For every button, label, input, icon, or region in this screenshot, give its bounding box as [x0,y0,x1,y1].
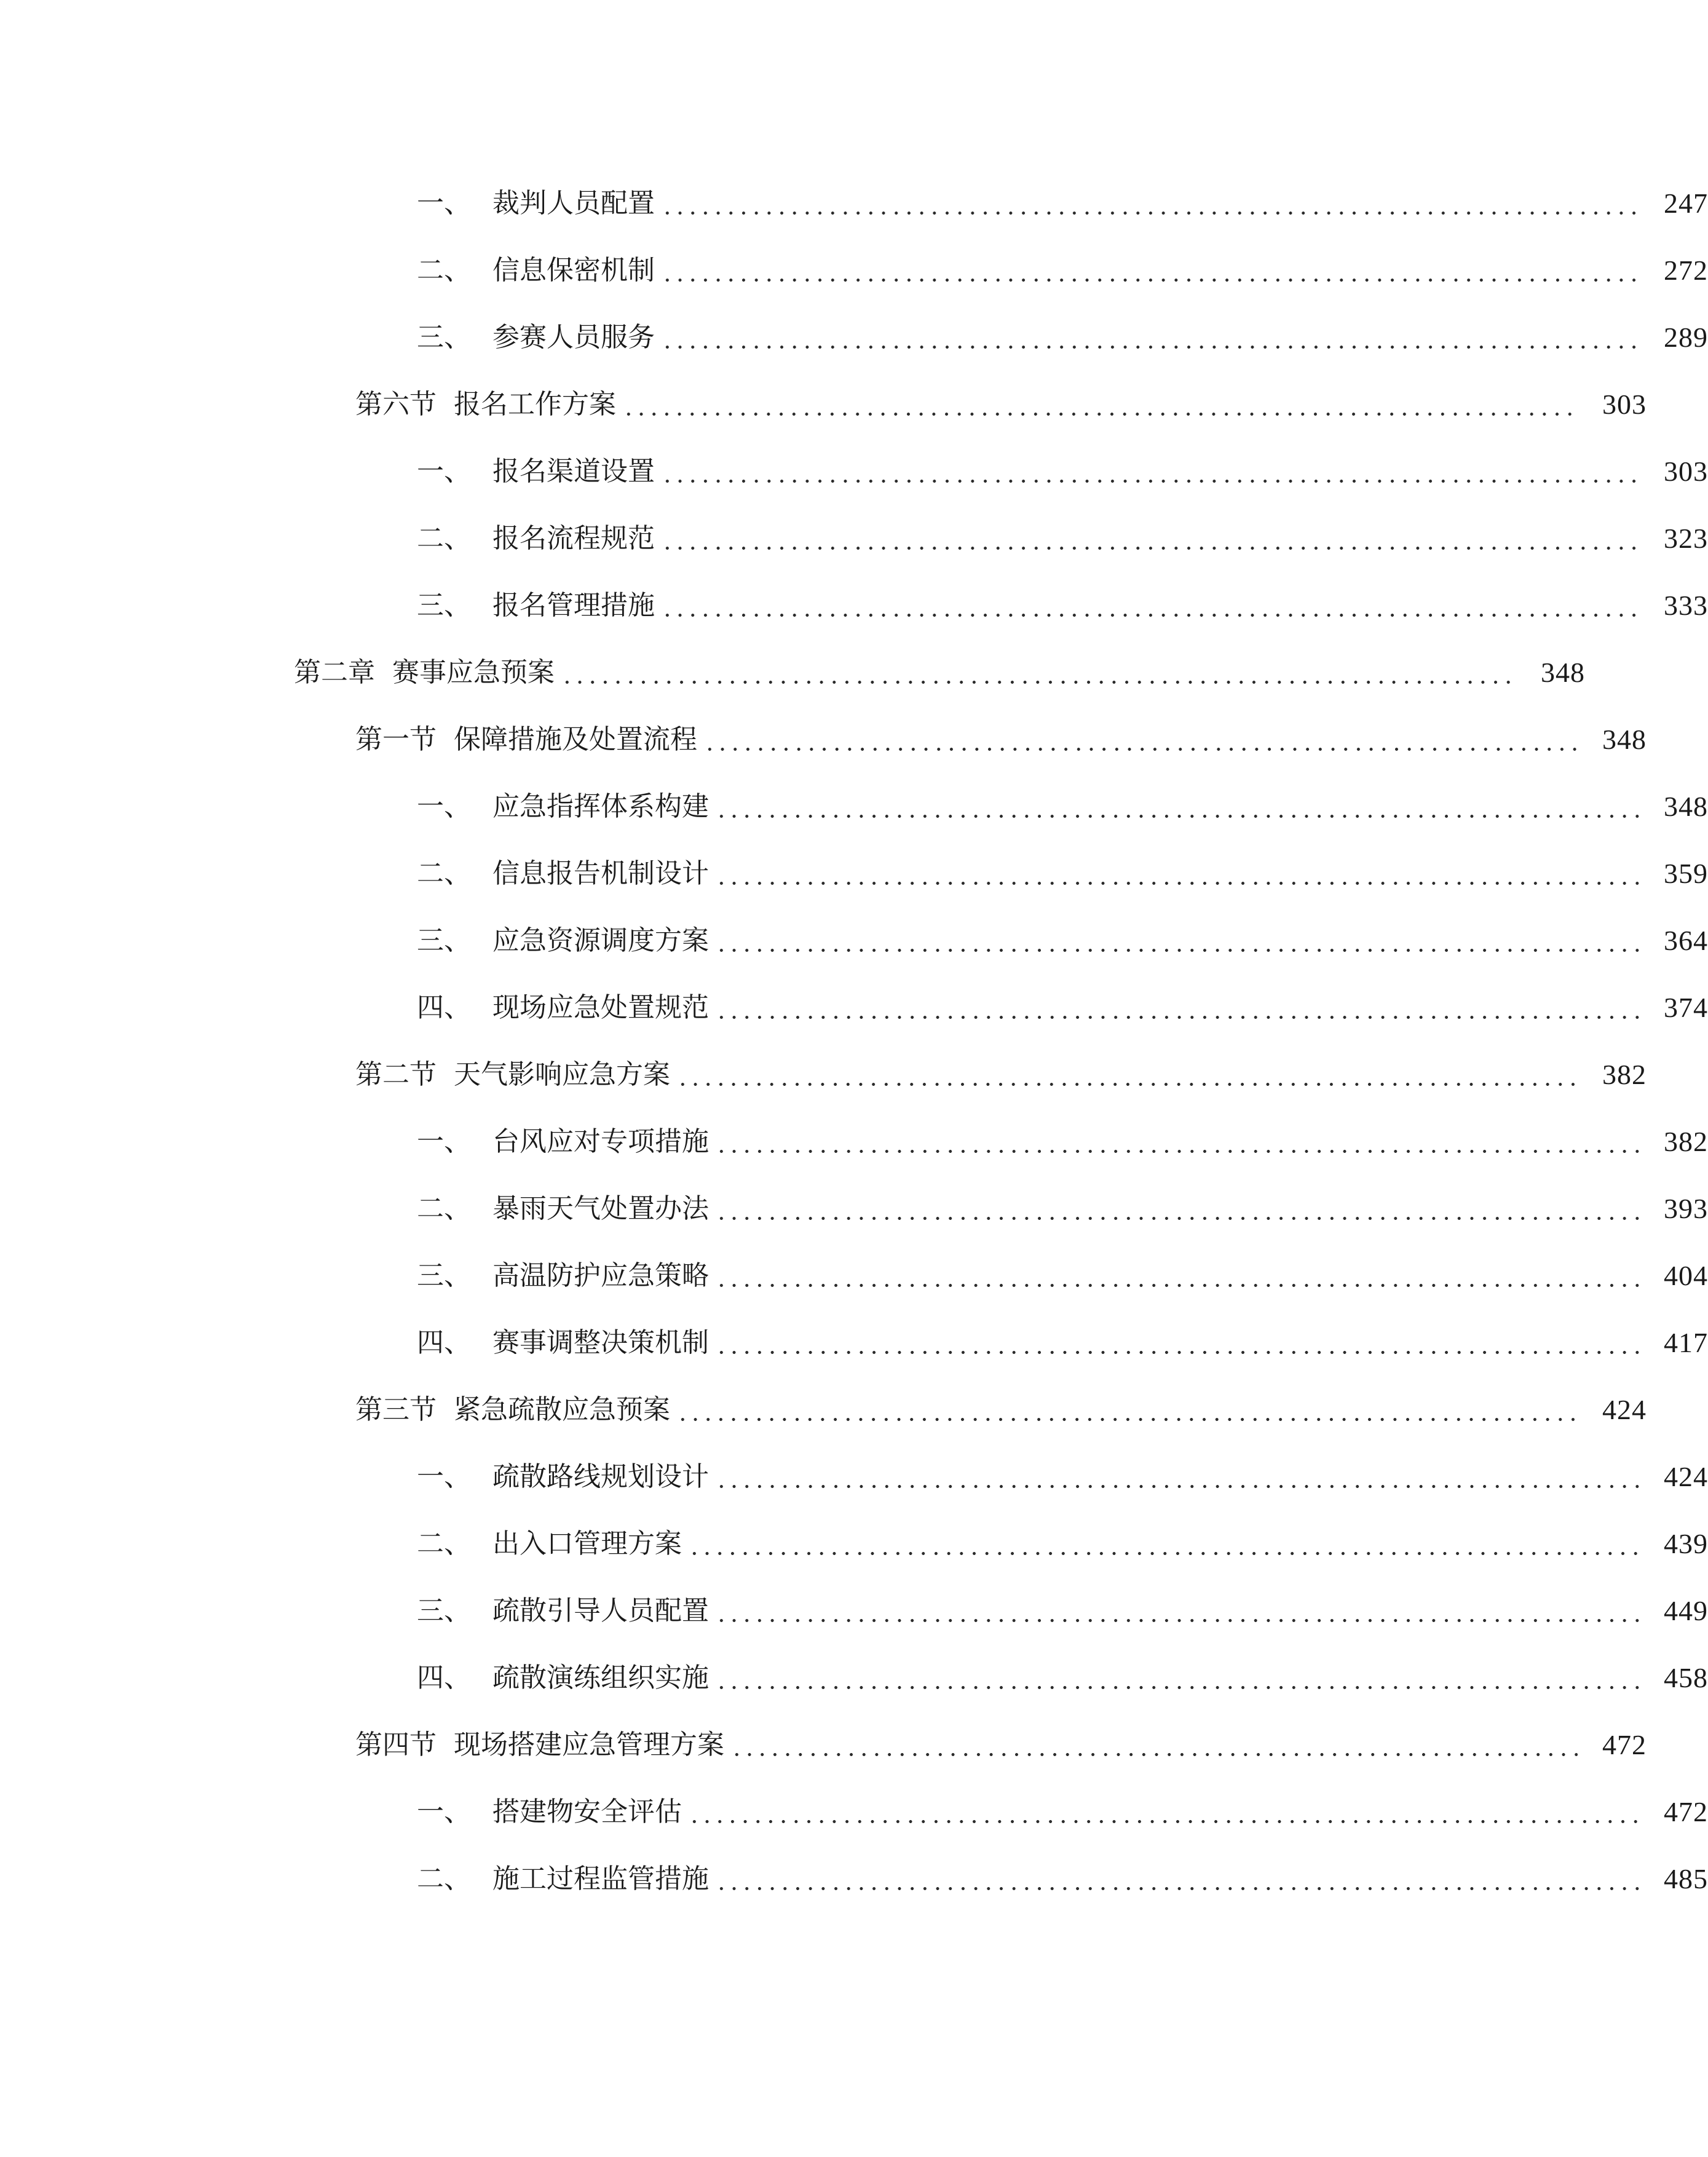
toc-entry-page: 323 [1664,523,1708,554]
toc-entry-title: 报名工作方案 [454,389,616,420]
toc-entry-title: 报名流程规范 [492,523,655,554]
toc-entry[interactable] [0,1452,1708,1502]
dot-leader [661,447,1639,496]
toc-entry-number: 一、 [417,456,471,487]
toc-entry-title: 疏散演练组织实施 [492,1662,709,1693]
toc-entry[interactable] [0,447,1708,496]
toc-entry-number: 第二章 [294,657,375,688]
dot-leader [661,514,1639,563]
toc-entry-title: 应急指挥体系构建 [492,791,709,822]
toc-entry[interactable] [0,1519,1708,1569]
toc-entry-title: 紧急疏散应急预案 [454,1394,670,1425]
dot-leader [715,1452,1639,1502]
toc-entry-number: 一、 [417,791,471,822]
toc-entry[interactable] [0,1184,1708,1233]
toc-chapter-entry[interactable] [0,648,1585,697]
dot-leader [661,581,1639,630]
toc-entry-page: 247 [1664,188,1708,219]
toc-entry-page: 303 [1602,389,1647,420]
toc-entry-page: 272 [1664,255,1708,286]
toc-entry-number: 三、 [417,1260,471,1291]
toc-entry-title: 赛事调整决策机制 [492,1327,709,1358]
toc-entry[interactable] [0,1653,1708,1703]
toc-entry[interactable] [0,246,1708,295]
toc-section-entry[interactable] [0,715,1647,764]
toc-entry-title: 参赛人员服务 [492,322,655,353]
toc-entry-page: 348 [1664,791,1708,822]
toc-entry-page: 424 [1602,1394,1647,1425]
toc-entry[interactable] [0,1318,1708,1367]
toc-entry-title: 现场应急处置规范 [492,992,709,1023]
toc-entry-number: 二、 [417,1193,471,1224]
dot-leader [688,1519,1639,1569]
dot-leader [715,1854,1639,1904]
toc-entry-number: 三、 [417,590,471,621]
toc-entry-number: 一、 [417,1796,471,1827]
toc-entry-page: 458 [1664,1662,1708,1693]
toc-entry-number: 二、 [417,255,471,286]
dot-leader [715,916,1639,965]
dot-leader [730,1720,1578,1770]
toc-entry-number: 四、 [417,992,471,1023]
toc-entry[interactable] [0,179,1708,228]
toc-entry-number: 一、 [417,1461,471,1492]
toc-section-entry[interactable] [0,1050,1647,1099]
toc-entry-title: 疏散路线规划设计 [492,1461,709,1492]
toc-entry[interactable] [0,849,1708,898]
dot-leader [622,380,1578,429]
toc-entry[interactable] [0,983,1708,1032]
toc-entry[interactable] [0,1854,1708,1904]
toc-entry-title: 报名管理措施 [492,590,655,621]
toc-entry-title: 赛事应急预案 [392,657,555,688]
toc-entry-number: 二、 [417,523,471,554]
toc-section-entry[interactable] [0,380,1647,429]
toc-entry-number: 第三节 [355,1394,437,1425]
toc-entry-number: 二、 [417,1528,471,1559]
toc-entry-number: 二、 [417,858,471,889]
toc-entry-title: 报名渠道设置 [492,456,655,487]
toc-entry[interactable] [0,514,1708,563]
toc-entry-title: 疏散引导人员配置 [492,1595,709,1626]
dot-leader [561,648,1516,697]
dot-leader [715,1184,1639,1233]
toc-entry-number: 一、 [417,1126,471,1157]
toc-entry-number: 四、 [417,1327,471,1358]
toc-entry-page: 472 [1602,1729,1647,1760]
toc-entry-title: 台风应对专项措施 [492,1126,709,1157]
toc-entry-number: 第四节 [355,1729,437,1760]
dot-leader [715,782,1639,831]
toc-entry-title: 搭建物安全评估 [492,1796,682,1827]
toc-entry-number: 三、 [417,322,471,353]
toc-entry-page: 359 [1664,858,1708,889]
toc-entry[interactable] [0,313,1708,362]
toc-entry-title: 施工过程监管措施 [492,1863,709,1894]
toc-entry-page: 439 [1664,1528,1708,1559]
toc-section-entry[interactable] [0,1720,1647,1770]
dot-leader [715,1653,1639,1703]
toc-entry-page: 364 [1664,925,1708,956]
toc-entry-number: 第一节 [355,724,437,755]
toc-entry-title: 暴雨天气处置办法 [492,1193,709,1224]
toc-entry[interactable] [0,1586,1708,1636]
toc-entry-page: 382 [1664,1126,1708,1157]
toc-entry-number: 第六节 [355,389,437,420]
toc-entry-number: 四、 [417,1662,471,1693]
toc-entry-number: 三、 [417,1595,471,1626]
toc-entry-page: 333 [1664,590,1708,621]
dot-leader [715,1251,1639,1300]
toc-entry-page: 449 [1664,1595,1708,1626]
dot-leader [703,715,1578,764]
toc-entry-page: 417 [1664,1327,1708,1358]
toc-entry-title: 信息保密机制 [492,255,655,286]
toc-entry-number: 一、 [417,188,471,219]
toc-entry-page: 404 [1664,1260,1708,1291]
toc-entry-number: 第二节 [355,1059,437,1090]
toc-entry[interactable] [0,1251,1708,1300]
dot-leader [676,1385,1578,1435]
dot-leader [715,1318,1639,1367]
dot-leader [715,1117,1639,1166]
toc-entry[interactable] [0,581,1708,630]
toc-entry-page: 382 [1602,1059,1647,1090]
dot-leader [688,1787,1639,1837]
toc-entry[interactable] [0,782,1708,831]
toc-entry-title: 高温防护应急策略 [492,1260,709,1291]
toc-entry-page: 485 [1664,1863,1708,1894]
toc-entry-page: 348 [1541,657,1585,688]
toc-entry[interactable] [0,916,1708,965]
dot-leader [661,246,1639,295]
dot-leader [661,179,1639,228]
toc-entry-title: 天气影响应急方案 [454,1059,670,1090]
toc-entry-title: 应急资源调度方案 [492,925,709,956]
toc-entry-page: 348 [1602,724,1647,755]
dot-leader [715,983,1639,1032]
toc-entry-page: 472 [1664,1796,1708,1827]
toc-entry-page: 303 [1664,456,1708,487]
toc-entry[interactable] [0,1117,1708,1166]
toc-entry-title: 保障措施及处置流程 [454,724,697,755]
toc-entry-page: 289 [1664,322,1708,353]
toc-section-entry[interactable] [0,1385,1647,1435]
toc-entry-page: 374 [1664,992,1708,1023]
toc-entry-number: 二、 [417,1863,471,1894]
toc-entry-title: 现场搭建应急管理方案 [454,1729,724,1760]
toc-entry-title: 信息报告机制设计 [492,858,709,889]
toc-entry[interactable] [0,1787,1708,1837]
dot-leader [676,1050,1578,1099]
toc-entry-page: 393 [1664,1193,1708,1224]
dot-leader [715,849,1639,898]
toc-entry-title: 出入口管理方案 [492,1528,682,1559]
toc-entry-page: 424 [1664,1461,1708,1492]
toc-entry-number: 三、 [417,925,471,956]
toc-entry-title: 裁判人员配置 [492,188,655,219]
dot-leader [715,1586,1639,1636]
dot-leader [661,313,1639,362]
